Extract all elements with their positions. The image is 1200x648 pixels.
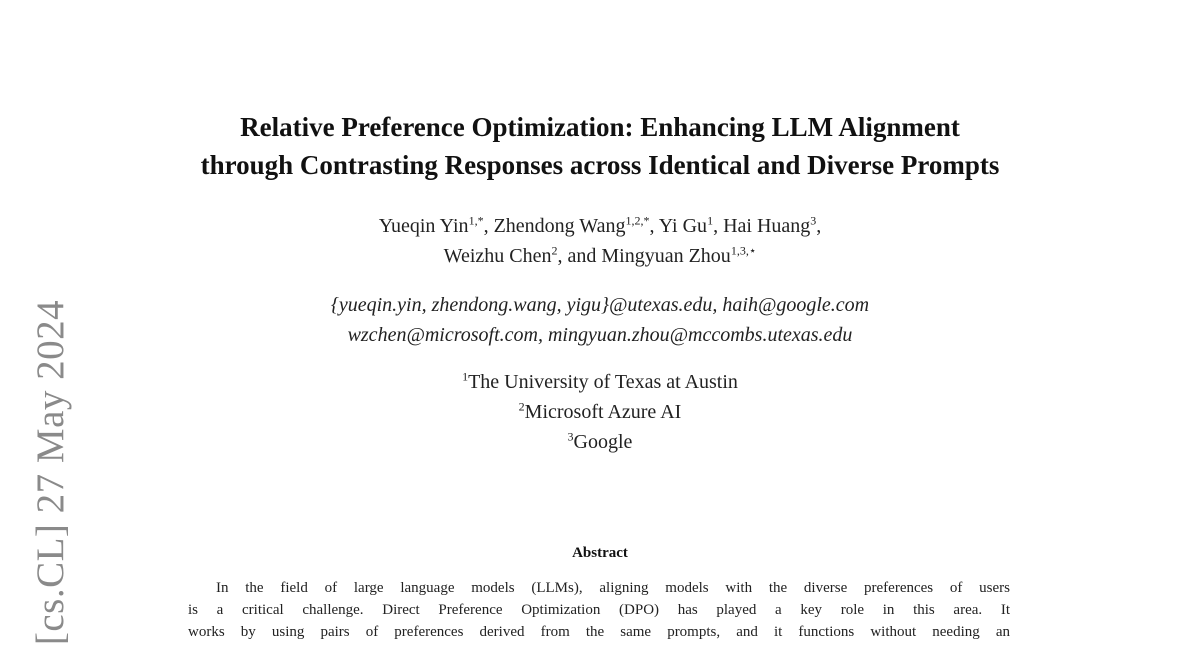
abstract-line: works by using pairs of preferences derived from the same prompts, and it functions without needing an <box>188 624 1010 640</box>
abstract-line: is a critical challenge. Direct Preference Optimization (DPO) has played a key role in this area. It <box>188 602 1010 618</box>
abstract-heading: Abstract <box>572 545 628 561</box>
email-line-2: wzchen@microsoft.com, mingyuan.zhou@mccombs.utexas.edu <box>347 324 853 346</box>
paper-title <box>0 108 1200 184</box>
author-emails <box>0 290 1200 350</box>
affiliation-name: Google <box>573 431 633 453</box>
author-affil-mark: 1 <box>707 213 714 228</box>
abstract-line: In the field of large language models (LLMs), aligning models with the diverse preferences of users <box>216 580 1010 596</box>
email-line-1: {yueqin.yin, zhendong.wang, yigu}@utexas.edu, haih@google.com <box>330 294 870 316</box>
arxiv-stamp-text: [cs.CL] 27 May 2024 <box>29 299 73 645</box>
author-name: Hai Huang <box>723 215 811 237</box>
author-line-2: Weizhu Chen$^2$, and Mingyuan Zhou$^{1,3,⋆}$ <box>443 243 757 267</box>
affiliation-item <box>0 367 1200 397</box>
affiliation-mark: 1 <box>462 369 469 384</box>
author-affil-mark: 2 <box>551 243 558 258</box>
title-line-2: through Contrasting Responses across Identical and Diverse Prompts <box>200 150 1000 180</box>
affiliation-name: Microsoft Azure AI <box>524 401 682 423</box>
arxiv-side-stamp <box>28 298 74 646</box>
author-affil-mark: 1,3,⋆ <box>730 243 757 258</box>
author-name: Yueqin Yin <box>378 215 469 237</box>
author-affil-mark: 1,* <box>468 213 484 228</box>
affiliation-list <box>0 367 1200 457</box>
author-affil-mark: 1,2,* <box>625 213 650 228</box>
author-affil-mark: 3 <box>810 213 817 228</box>
author-name: Weizhu Chen <box>443 245 552 267</box>
abstract-body <box>188 577 1010 643</box>
affiliation-name: The University of Texas at Austin <box>468 371 738 393</box>
affiliation-item <box>0 397 1200 427</box>
author-name: Zhendong Wang <box>493 215 626 237</box>
author-name: Yi Gu <box>658 215 708 237</box>
affiliation-mark: 3 <box>567 429 574 444</box>
title-line-1: Relative Preference Optimization: Enhancing LLM Alignment <box>240 112 960 142</box>
author-name: Mingyuan Zhou <box>601 245 731 267</box>
author-list <box>0 211 1200 271</box>
author-conjunction: and <box>567 245 597 267</box>
author-line-1: Yueqin Yin$^{1,*}$, Zhendong Wang$^{1,2,*}$, Yi Gu$^1$, Hai Huang$^3$, <box>378 213 822 237</box>
affiliation-mark: 2 <box>518 399 525 414</box>
affiliation-item <box>0 427 1200 457</box>
